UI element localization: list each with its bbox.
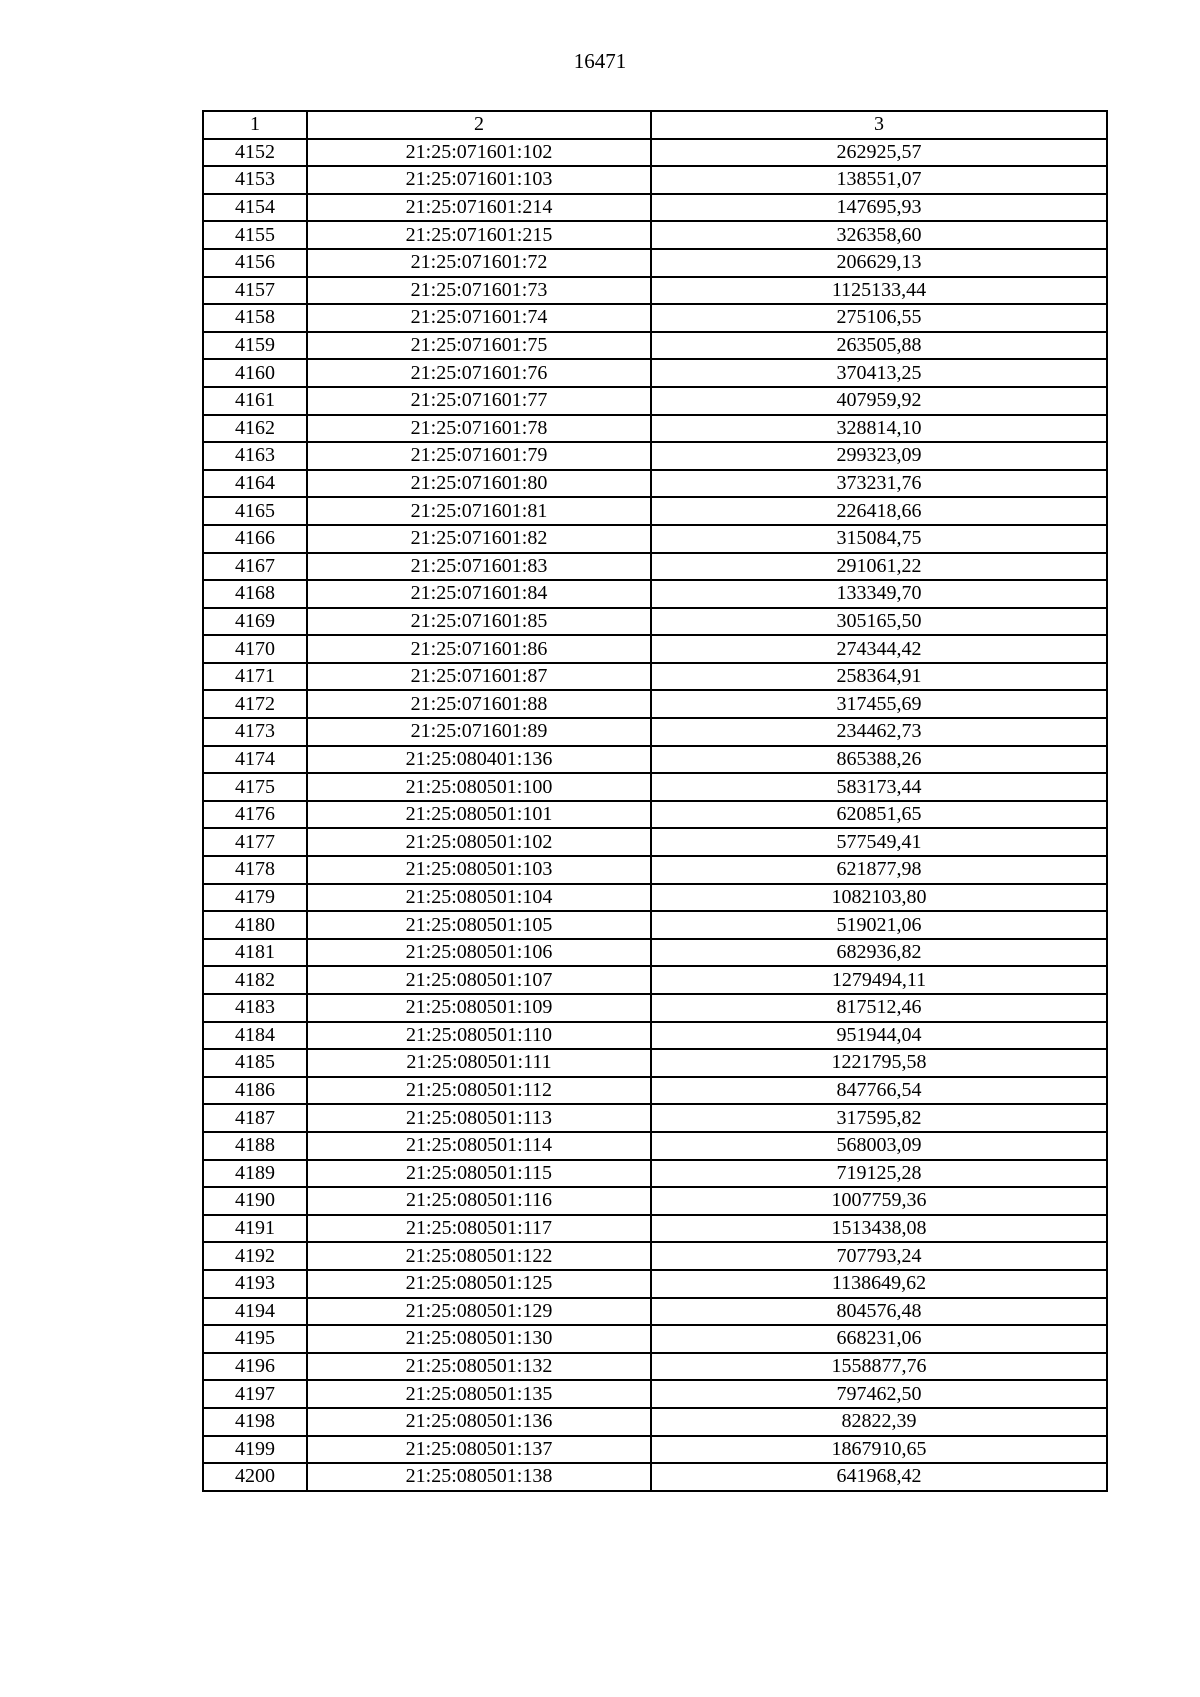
value-cell: 621877,98 bbox=[651, 856, 1107, 884]
row-number-cell: 4190 bbox=[203, 1187, 307, 1215]
table-row bbox=[203, 911, 1107, 939]
value-cell: 719125,28 bbox=[651, 1160, 1107, 1188]
row-number-cell: 4182 bbox=[203, 966, 307, 994]
row-number-cell: 4187 bbox=[203, 1104, 307, 1132]
row-number-cell: 4170 bbox=[203, 635, 307, 663]
table-row bbox=[203, 690, 1107, 718]
row-number-cell: 4153 bbox=[203, 166, 307, 194]
cadastral-number-cell: 21:25:071601:79 bbox=[307, 442, 651, 470]
table-row bbox=[203, 1380, 1107, 1408]
cadastral-number-cell: 21:25:080501:109 bbox=[307, 994, 651, 1022]
row-number-cell: 4177 bbox=[203, 828, 307, 856]
row-number-cell: 4157 bbox=[203, 277, 307, 305]
value-cell: 263505,88 bbox=[651, 332, 1107, 360]
value-cell: 1125133,44 bbox=[651, 277, 1107, 305]
cadastral-number-cell: 21:25:080501:135 bbox=[307, 1380, 651, 1408]
table-row bbox=[203, 1408, 1107, 1436]
table-row bbox=[203, 304, 1107, 332]
value-cell: 583173,44 bbox=[651, 773, 1107, 801]
cadastral-number-cell: 21:25:071601:85 bbox=[307, 608, 651, 636]
cadastral-number-cell: 21:25:071601:89 bbox=[307, 718, 651, 746]
cadastral-number-cell: 21:25:080501:115 bbox=[307, 1160, 651, 1188]
row-number-cell: 4179 bbox=[203, 884, 307, 912]
row-number-cell: 4192 bbox=[203, 1242, 307, 1270]
table-header-row bbox=[203, 111, 1107, 139]
value-cell: 326358,60 bbox=[651, 221, 1107, 249]
value-cell: 258364,91 bbox=[651, 663, 1107, 691]
table-row bbox=[203, 1077, 1107, 1105]
row-number-cell: 4180 bbox=[203, 911, 307, 939]
row-number-cell: 4188 bbox=[203, 1132, 307, 1160]
row-number-cell: 4184 bbox=[203, 1022, 307, 1050]
table-row bbox=[203, 1215, 1107, 1243]
value-cell: 206629,13 bbox=[651, 249, 1107, 277]
value-cell: 668231,06 bbox=[651, 1325, 1107, 1353]
cadastral-number-cell: 21:25:071601:74 bbox=[307, 304, 651, 332]
value-cell: 804576,48 bbox=[651, 1298, 1107, 1326]
table-row bbox=[203, 1132, 1107, 1160]
table-row bbox=[203, 553, 1107, 581]
cadastral-number-cell: 21:25:071601:72 bbox=[307, 249, 651, 277]
table-row bbox=[203, 1187, 1107, 1215]
cadastral-number-cell: 21:25:080401:136 bbox=[307, 746, 651, 774]
row-number-cell: 4199 bbox=[203, 1436, 307, 1464]
table-row bbox=[203, 1022, 1107, 1050]
row-number-cell: 4171 bbox=[203, 663, 307, 691]
table-row bbox=[203, 194, 1107, 222]
row-number-cell: 4159 bbox=[203, 332, 307, 360]
table-row bbox=[203, 1463, 1107, 1491]
table-row bbox=[203, 1298, 1107, 1326]
table-row bbox=[203, 277, 1107, 305]
table-row bbox=[203, 994, 1107, 1022]
value-cell: 847766,54 bbox=[651, 1077, 1107, 1105]
row-number-cell: 4166 bbox=[203, 525, 307, 553]
cadastral-number-cell: 21:25:071601:73 bbox=[307, 277, 651, 305]
value-cell: 1867910,65 bbox=[651, 1436, 1107, 1464]
cadastral-number-cell: 21:25:071601:84 bbox=[307, 580, 651, 608]
cadastral-number-cell: 21:25:071601:75 bbox=[307, 332, 651, 360]
cadastral-number-cell: 21:25:071601:80 bbox=[307, 470, 651, 498]
cadastral-number-cell: 21:25:080501:112 bbox=[307, 1077, 651, 1105]
row-number-cell: 4160 bbox=[203, 359, 307, 387]
cadastral-number-cell: 21:25:080501:102 bbox=[307, 828, 651, 856]
table-row bbox=[203, 1353, 1107, 1381]
value-cell: 519021,06 bbox=[651, 911, 1107, 939]
row-number-cell: 4183 bbox=[203, 994, 307, 1022]
value-cell: 682936,82 bbox=[651, 939, 1107, 967]
value-cell: 865388,26 bbox=[651, 746, 1107, 774]
cadastral-number-cell: 21:25:080501:129 bbox=[307, 1298, 651, 1326]
value-cell: 328814,10 bbox=[651, 415, 1107, 443]
cadastral-number-cell: 21:25:080501:113 bbox=[307, 1104, 651, 1132]
cadastral-number-cell: 21:25:071601:103 bbox=[307, 166, 651, 194]
row-number-cell: 4174 bbox=[203, 746, 307, 774]
column-header-2: 2 bbox=[307, 111, 651, 139]
row-number-cell: 4165 bbox=[203, 497, 307, 525]
value-cell: 1513438,08 bbox=[651, 1215, 1107, 1243]
row-number-cell: 4163 bbox=[203, 442, 307, 470]
row-number-cell: 4198 bbox=[203, 1408, 307, 1436]
value-cell: 817512,46 bbox=[651, 994, 1107, 1022]
cadastral-number-cell: 21:25:071601:81 bbox=[307, 497, 651, 525]
row-number-cell: 4189 bbox=[203, 1160, 307, 1188]
value-cell: 1558877,76 bbox=[651, 1353, 1107, 1381]
row-number-cell: 4175 bbox=[203, 773, 307, 801]
table-row bbox=[203, 139, 1107, 167]
value-cell: 82822,39 bbox=[651, 1408, 1107, 1436]
row-number-cell: 4173 bbox=[203, 718, 307, 746]
cadastral-number-cell: 21:25:080501:138 bbox=[307, 1463, 651, 1491]
cadastral-number-cell: 21:25:080501:104 bbox=[307, 884, 651, 912]
value-cell: 262925,57 bbox=[651, 139, 1107, 167]
table-row bbox=[203, 884, 1107, 912]
table-row bbox=[203, 332, 1107, 360]
row-number-cell: 4155 bbox=[203, 221, 307, 249]
table-row bbox=[203, 580, 1107, 608]
cadastral-number-cell: 21:25:080501:100 bbox=[307, 773, 651, 801]
table-row bbox=[203, 635, 1107, 663]
row-number-cell: 4181 bbox=[203, 939, 307, 967]
table-row bbox=[203, 1242, 1107, 1270]
cadastral-number-cell: 21:25:071601:215 bbox=[307, 221, 651, 249]
value-cell: 234462,73 bbox=[651, 718, 1107, 746]
table-body bbox=[203, 139, 1107, 1491]
table-row bbox=[203, 442, 1107, 470]
column-header-1: 1 bbox=[203, 111, 307, 139]
value-cell: 1007759,36 bbox=[651, 1187, 1107, 1215]
row-number-cell: 4194 bbox=[203, 1298, 307, 1326]
cadastral-number-cell: 21:25:071601:102 bbox=[307, 139, 651, 167]
cadastral-number-cell: 21:25:080501:101 bbox=[307, 801, 651, 829]
cadastral-number-cell: 21:25:080501:111 bbox=[307, 1049, 651, 1077]
value-cell: 1138649,62 bbox=[651, 1270, 1107, 1298]
cadastral-number-cell: 21:25:071601:83 bbox=[307, 553, 651, 581]
row-number-cell: 4178 bbox=[203, 856, 307, 884]
table-row bbox=[203, 497, 1107, 525]
table-row bbox=[203, 415, 1107, 443]
row-number-cell: 4191 bbox=[203, 1215, 307, 1243]
cadastral-number-cell: 21:25:071601:86 bbox=[307, 635, 651, 663]
row-number-cell: 4197 bbox=[203, 1380, 307, 1408]
value-cell: 568003,09 bbox=[651, 1132, 1107, 1160]
value-cell: 707793,24 bbox=[651, 1242, 1107, 1270]
row-number-cell: 4176 bbox=[203, 801, 307, 829]
table-row bbox=[203, 1436, 1107, 1464]
row-number-cell: 4186 bbox=[203, 1077, 307, 1105]
value-cell: 1221795,58 bbox=[651, 1049, 1107, 1077]
value-cell: 951944,04 bbox=[651, 1022, 1107, 1050]
value-cell: 317455,69 bbox=[651, 690, 1107, 718]
data-table bbox=[202, 110, 1108, 1492]
cadastral-number-cell: 21:25:080501:136 bbox=[307, 1408, 651, 1436]
table-row bbox=[203, 359, 1107, 387]
table-row bbox=[203, 718, 1107, 746]
column-header-3: 3 bbox=[651, 111, 1107, 139]
row-number-cell: 4172 bbox=[203, 690, 307, 718]
table-row bbox=[203, 663, 1107, 691]
table-row bbox=[203, 1270, 1107, 1298]
table-row bbox=[203, 746, 1107, 774]
table-row bbox=[203, 1049, 1107, 1077]
row-number-cell: 4167 bbox=[203, 553, 307, 581]
cadastral-number-cell: 21:25:080501:132 bbox=[307, 1353, 651, 1381]
value-cell: 1082103,80 bbox=[651, 884, 1107, 912]
cadastral-number-cell: 21:25:071601:78 bbox=[307, 415, 651, 443]
row-number-cell: 4152 bbox=[203, 139, 307, 167]
table-row bbox=[203, 1325, 1107, 1353]
cadastral-number-cell: 21:25:071601:88 bbox=[307, 690, 651, 718]
value-cell: 407959,92 bbox=[651, 387, 1107, 415]
value-cell: 299323,09 bbox=[651, 442, 1107, 470]
row-number-cell: 4161 bbox=[203, 387, 307, 415]
table-row bbox=[203, 939, 1107, 967]
cadastral-number-cell: 21:25:080501:125 bbox=[307, 1270, 651, 1298]
row-number-cell: 4195 bbox=[203, 1325, 307, 1353]
cadastral-number-cell: 21:25:080501:103 bbox=[307, 856, 651, 884]
cadastral-number-cell: 21:25:080501:105 bbox=[307, 911, 651, 939]
cadastral-number-cell: 21:25:080501:110 bbox=[307, 1022, 651, 1050]
cadastral-number-cell: 21:25:080501:114 bbox=[307, 1132, 651, 1160]
cadastral-number-cell: 21:25:071601:76 bbox=[307, 359, 651, 387]
row-number-cell: 4168 bbox=[203, 580, 307, 608]
table-row bbox=[203, 608, 1107, 636]
page-number: 16471 bbox=[573, 49, 627, 73]
table-row bbox=[203, 828, 1107, 856]
table-row bbox=[203, 801, 1107, 829]
table-row bbox=[203, 470, 1107, 498]
cadastral-number-cell: 21:25:071601:87 bbox=[307, 663, 651, 691]
row-number-cell: 4169 bbox=[203, 608, 307, 636]
value-cell: 147695,93 bbox=[651, 194, 1107, 222]
cadastral-number-cell: 21:25:071601:214 bbox=[307, 194, 651, 222]
row-number-cell: 4185 bbox=[203, 1049, 307, 1077]
row-number-cell: 4196 bbox=[203, 1353, 307, 1381]
row-number-cell: 4162 bbox=[203, 415, 307, 443]
value-cell: 315084,75 bbox=[651, 525, 1107, 553]
value-cell: 133349,70 bbox=[651, 580, 1107, 608]
cadastral-number-cell: 21:25:080501:117 bbox=[307, 1215, 651, 1243]
value-cell: 641968,42 bbox=[651, 1463, 1107, 1491]
cadastral-number-cell: 21:25:071601:77 bbox=[307, 387, 651, 415]
value-cell: 305165,50 bbox=[651, 608, 1107, 636]
row-number-cell: 4193 bbox=[203, 1270, 307, 1298]
cadastral-number-cell: 21:25:080501:122 bbox=[307, 1242, 651, 1270]
cadastral-number-cell: 21:25:080501:137 bbox=[307, 1436, 651, 1464]
value-cell: 291061,22 bbox=[651, 553, 1107, 581]
table-row bbox=[203, 773, 1107, 801]
table-row bbox=[203, 387, 1107, 415]
row-number-cell: 4200 bbox=[203, 1463, 307, 1491]
value-cell: 797462,50 bbox=[651, 1380, 1107, 1408]
value-cell: 317595,82 bbox=[651, 1104, 1107, 1132]
table-row bbox=[203, 525, 1107, 553]
cadastral-number-cell: 21:25:080501:107 bbox=[307, 966, 651, 994]
table-row bbox=[203, 966, 1107, 994]
value-cell: 1279494,11 bbox=[651, 966, 1107, 994]
value-cell: 274344,42 bbox=[651, 635, 1107, 663]
row-number-cell: 4158 bbox=[203, 304, 307, 332]
row-number-cell: 4154 bbox=[203, 194, 307, 222]
table-row bbox=[203, 856, 1107, 884]
value-cell: 577549,41 bbox=[651, 828, 1107, 856]
row-number-cell: 4164 bbox=[203, 470, 307, 498]
table-row bbox=[203, 166, 1107, 194]
table-row bbox=[203, 221, 1107, 249]
table-row bbox=[203, 1160, 1107, 1188]
cadastral-number-cell: 21:25:080501:130 bbox=[307, 1325, 651, 1353]
value-cell: 620851,65 bbox=[651, 801, 1107, 829]
value-cell: 373231,76 bbox=[651, 470, 1107, 498]
cadastral-number-cell: 21:25:071601:82 bbox=[307, 525, 651, 553]
table-row bbox=[203, 249, 1107, 277]
cadastral-number-cell: 21:25:080501:116 bbox=[307, 1187, 651, 1215]
row-number-cell: 4156 bbox=[203, 249, 307, 277]
value-cell: 275106,55 bbox=[651, 304, 1107, 332]
value-cell: 370413,25 bbox=[651, 359, 1107, 387]
table-row bbox=[203, 1104, 1107, 1132]
value-cell: 226418,66 bbox=[651, 497, 1107, 525]
cadastral-number-cell: 21:25:080501:106 bbox=[307, 939, 651, 967]
value-cell: 138551,07 bbox=[651, 166, 1107, 194]
